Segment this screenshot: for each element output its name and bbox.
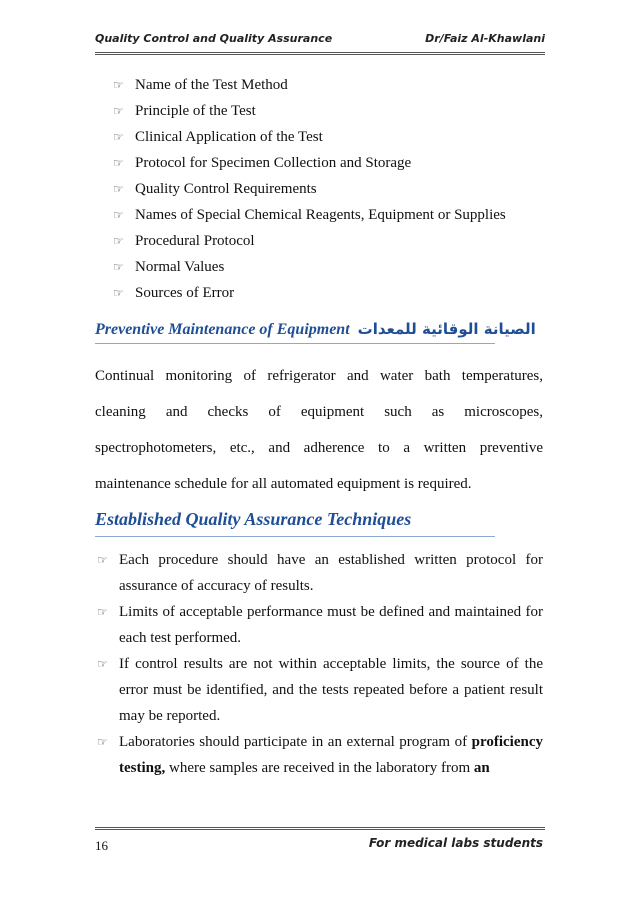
header-title: Quality Control and Quality Assurance bbox=[95, 32, 333, 45]
header-author: Dr/Faiz Al-Khawlani bbox=[425, 32, 545, 45]
maintenance-paragraph: Continual monitoring of refrigerator and water bath temperatures, cleaning and checks of equipment such as microscopes, spectrophotometers, etc., and adherence to a written preventive maintenance schedule for all automated equipment is required. bbox=[95, 368, 543, 492]
section-heading-qa-techniques: Established Quality Assurance Techniques bbox=[95, 509, 412, 529]
bold-term: an bbox=[473, 760, 490, 776]
list-item: ☞ Normal Values bbox=[113, 259, 225, 275]
list-item: ☞ Protocol for Specimen Collection and Storage bbox=[113, 155, 412, 171]
pointing-hand-icon: ☞ bbox=[97, 605, 108, 619]
pointing-hand-icon: ☞ bbox=[113, 156, 124, 170]
footer-tagline: For medical labs students bbox=[368, 836, 543, 850]
list-item: ☞ Names of Special Chemical Reagents, Equipment or Supplies bbox=[113, 207, 506, 223]
list-item: ☞ Quality Control Requirements bbox=[113, 181, 317, 197]
header-divider bbox=[95, 52, 545, 55]
arabic-heading: الصيانة الوقائية للمعدات bbox=[357, 320, 536, 338]
pointing-hand-icon: ☞ bbox=[113, 104, 124, 118]
section-underline bbox=[95, 343, 495, 344]
pointing-hand-icon: ☞ bbox=[113, 208, 124, 222]
pointing-hand-icon: ☞ bbox=[113, 78, 124, 92]
list-item: ☞ Name of the Test Method bbox=[113, 77, 288, 93]
pointing-hand-icon: ☞ bbox=[113, 234, 124, 248]
list-item: ☞ Sources of Error bbox=[113, 285, 235, 301]
pointing-hand-icon: ☞ bbox=[97, 657, 108, 671]
qa-techniques-list bbox=[95, 547, 543, 781]
list-item: ☞ Laboratories should participate in an external program of proficiency testing, where samples are received in the laboratory from an bbox=[95, 729, 543, 781]
footer-divider bbox=[95, 827, 545, 830]
page-header bbox=[95, 32, 545, 50]
list-item: ☞ If control results are not within acceptable limits, the source of the error must be identified, and the tests repeated before a patient result may be reported. bbox=[95, 651, 543, 729]
section-underline bbox=[95, 536, 495, 537]
list-item: ☞ Clinical Application of the Test bbox=[113, 129, 323, 145]
test-method-list bbox=[113, 75, 506, 309]
section-heading-maintenance: Preventive Maintenance of Equipment الصيانة الوقائية للمعدات bbox=[95, 320, 536, 338]
bold-term: proficiency testing, bbox=[119, 734, 543, 776]
pointing-hand-icon: ☞ bbox=[113, 182, 124, 196]
pointing-hand-icon: ☞ bbox=[113, 286, 124, 300]
list-item: ☞ Principle of the Test bbox=[113, 103, 256, 119]
pointing-hand-icon: ☞ bbox=[113, 130, 124, 144]
pointing-hand-icon: ☞ bbox=[97, 735, 108, 749]
list-item: ☞ Procedural Protocol bbox=[113, 233, 255, 249]
pointing-hand-icon: ☞ bbox=[113, 260, 124, 274]
page-number: 16 bbox=[95, 838, 108, 853]
list-item: ☞ Limits of acceptable performance must be defined and maintained for each test performed. bbox=[95, 599, 543, 651]
pointing-hand-icon: ☞ bbox=[97, 553, 108, 567]
list-item: ☞ Each procedure should have an established written protocol for assurance of accuracy of results. bbox=[95, 547, 543, 599]
